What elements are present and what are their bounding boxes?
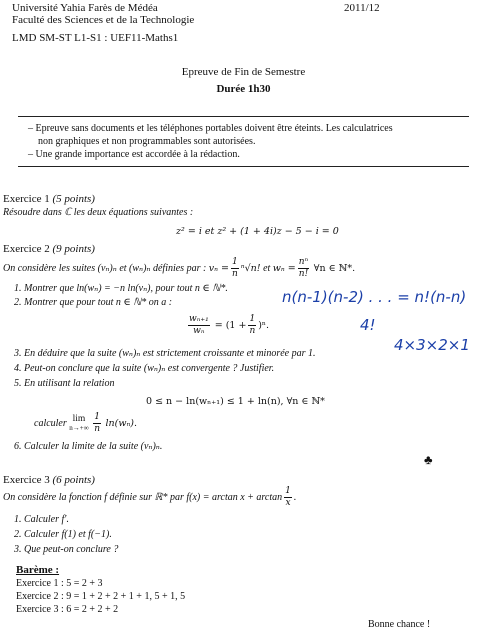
ex1-instruction: Résoudre dans ℂ les deux équations suivantes : [3, 207, 194, 218]
ex3-q2: 2. Calculer f(1) et f(−1). [14, 529, 112, 540]
q5-fraction [93, 413, 101, 434]
exam-title: Epreuve de Fin de Semestre [181, 66, 306, 78]
ratio-num: wₙ₊₁ [189, 314, 209, 324]
v-root: ⁿ√n! [240, 263, 261, 274]
q5-tail: ln(wₙ). [105, 418, 138, 429]
top-rule [18, 116, 469, 117]
ratio-fraction [188, 315, 210, 336]
bottom-rule [18, 166, 469, 167]
limit-operator [69, 415, 88, 432]
lim-sub: n→+∞ [69, 423, 89, 432]
ex2-heading [3, 243, 95, 255]
instruction-line-3: – Une grande importance est accordée à la rédaction. [28, 149, 240, 160]
v-def-lhs: vₙ = [208, 263, 229, 274]
ex3-heading [3, 474, 95, 486]
w-frac-den: n! [298, 269, 309, 280]
ex3-fraction [284, 487, 292, 508]
q5-calc-word: calculer [34, 418, 67, 429]
w-def-lhs: wₙ = [272, 263, 296, 274]
ex2-title: Exercice 2 [3, 243, 50, 255]
handwritten-note-1: n(n-1)(n-2) . . . = n!(n-n) [282, 288, 467, 306]
for-all-n: ∀n ∈ ℕ*. [313, 263, 356, 274]
academic-year: 2011/12 [344, 2, 380, 14]
bareme-line-1: Exercice 1 : 5 = 2 + 3 [16, 578, 103, 589]
ex3-frac-den: x [285, 498, 291, 509]
instruction-line-1: – Epreuve sans documents et les téléphones portables doivent être éteints. Les calculatrices [28, 123, 393, 134]
bareme-title: Barème : [16, 564, 60, 576]
ex3-points: (6 points) [52, 474, 95, 486]
faculty-name: Faculté des Sciences et de la Technologie [12, 14, 195, 26]
ex2-intro: On considère les suites (vₙ)ₙ et (wₙ)ₙ définies par : [3, 263, 207, 274]
club-symbol: ♣ [424, 452, 433, 467]
lim-word: lim [72, 414, 86, 425]
ex2-q5: 5. En utilisant la relation [14, 378, 115, 389]
ex3-title: Exercice 3 [3, 474, 50, 486]
inner-num: 1 [249, 314, 256, 324]
bareme-line-2: Exercice 2 : 9 = 1 + 2 + 2 + 1 + 1, 5 + 1, 5 [16, 591, 186, 602]
ex2-q5-relation: 0 ≤ n − ln(wₙ₊₁) ≤ 1 + ln(n), ∀n ∈ ℕ* [146, 396, 325, 407]
ex1-title: Exercice 1 [3, 193, 50, 205]
q2-rhs-open: = (1 + [214, 320, 247, 331]
ex2-definition [3, 258, 355, 280]
ex2-q2: 2. Montrer que pour tout n ∈ ℕ* on a : [14, 297, 173, 308]
v-frac-den: n [231, 269, 238, 280]
university-name: Université Yahia Farès de Médéa [12, 2, 158, 14]
handwritten-note-2: 4! [360, 316, 376, 334]
ex3-intro-line: On considère la fonction f définie sur ℝ* par f(x) = arctan x + arctan $\frac{1}{x}$ . [3, 486, 297, 509]
v-fraction [231, 258, 239, 279]
ratio-den: wₙ [193, 326, 205, 336]
q2-rhs-close: )ⁿ. [258, 320, 270, 331]
inner-den: n [249, 326, 256, 336]
ex1-heading [3, 193, 95, 205]
w-frac-num: nⁿ [298, 257, 309, 268]
and-word: et [263, 263, 271, 274]
course-code: LMD SM-ST L1-S1 : UEF11-Maths1 [12, 32, 179, 44]
ex2-points: (9 points) [52, 243, 95, 255]
instruction-line-2: non graphiques et non programmables sont autorisées. [38, 136, 256, 147]
bareme-line-3: Exercice 3 : 6 = 2 + 2 + 2 [16, 604, 119, 615]
ex2-q1: 1. Montrer que ln(wₙ) = −n ln(vₙ), pour tout n ∈ ℕ*. [14, 283, 228, 294]
v-frac-num: 1 [232, 257, 238, 268]
q5-frac-num: 1 [94, 412, 100, 423]
inner-fraction [248, 315, 256, 336]
exam-duration: Durée 1h30 [216, 83, 271, 95]
ex2-q6: 6. Calculer la limite de la suite (vₙ)ₙ. [14, 441, 163, 452]
ex2-q4: 4. Peut-on conclure que la suite (wₙ)ₙ est convergente ? Justifier. [14, 363, 275, 374]
ex1-points: (5 points) [52, 193, 95, 205]
closing-message: Bonne chance ! [368, 619, 431, 630]
q5-frac-den: n [94, 424, 100, 435]
ex3-q3: 3. Que peut-on conclure ? [14, 544, 119, 555]
handwritten-note-3: 4×3×2×1 [394, 336, 470, 354]
ex2-q3: 3. En déduire que la suite (wₙ)ₙ est strictement croissante et minorée par 1. [14, 348, 316, 359]
ex2-q2-formula [186, 313, 269, 339]
ex3-intro: On considère la fonction f définie sur ℝ* par f(x) = arctan x + arctan [3, 492, 283, 503]
ex2-q5-calc [34, 413, 137, 435]
ex3-frac-num: 1 [285, 486, 291, 497]
w-fraction [298, 258, 309, 279]
ex3-q1: 1. Calculer f′. [14, 514, 69, 525]
ex1-equations: z² = i et z² + (1 + 4i)z − 5 − i = 0 [176, 226, 339, 237]
